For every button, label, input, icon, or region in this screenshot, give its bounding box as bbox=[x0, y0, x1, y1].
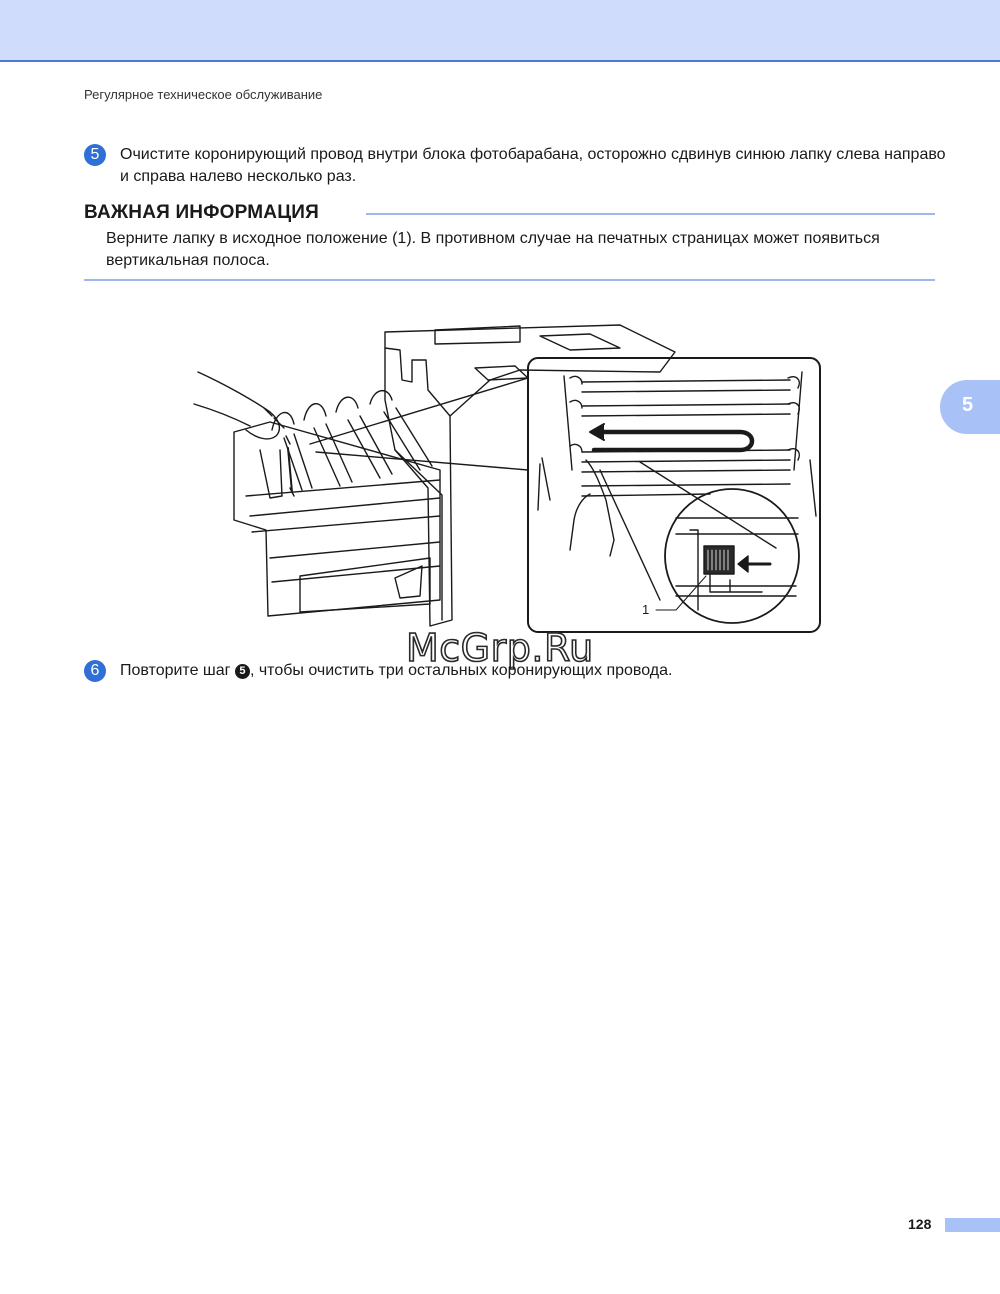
hand-outline bbox=[198, 372, 279, 439]
step-text bbox=[120, 660, 950, 682]
running-head: Регулярное техническое обслуживание bbox=[84, 87, 323, 102]
printer-body-outline bbox=[385, 325, 675, 626]
step-number-badge: 6 bbox=[84, 660, 106, 682]
slide-direction-arrow bbox=[594, 432, 752, 450]
watermark: McGrp.Ru bbox=[406, 626, 594, 670]
drum-unit-illustration bbox=[190, 320, 825, 640]
important-bottom-rule bbox=[84, 279, 935, 281]
important-title: ВАЖНАЯ ИНФОРМАЦИЯ bbox=[84, 202, 319, 223]
step-number-badge: 5 bbox=[84, 144, 106, 166]
step-text: Очистите коронирующий провод внутри блока фотобарабана, осторожно сдвинув синюю лапку слева направо и справа налево несколько раз. bbox=[120, 146, 946, 185]
top-header-band bbox=[0, 0, 1000, 62]
page-number-bar bbox=[945, 1218, 1000, 1232]
finger-outline bbox=[570, 460, 614, 556]
important-text: Верните лапку в исходное положение (1). В противном случае на печатных страницах может появиться вертикальная полоса. bbox=[106, 230, 880, 269]
chapter-number: 5 bbox=[962, 394, 974, 416]
callout-label: 1 bbox=[642, 602, 650, 617]
drum-unit-drawing bbox=[190, 320, 825, 640]
step-text-after: , чтобы очистить три остальных коронирующих провода. bbox=[249, 662, 673, 679]
page-number: 128 bbox=[908, 1216, 932, 1232]
chapter-tab bbox=[940, 380, 1000, 434]
important-title-rule bbox=[366, 213, 935, 215]
step-text-before: Повторите шаг bbox=[120, 662, 235, 679]
step-reference-badge: 5 bbox=[235, 664, 250, 679]
blue-tab bbox=[704, 546, 734, 574]
